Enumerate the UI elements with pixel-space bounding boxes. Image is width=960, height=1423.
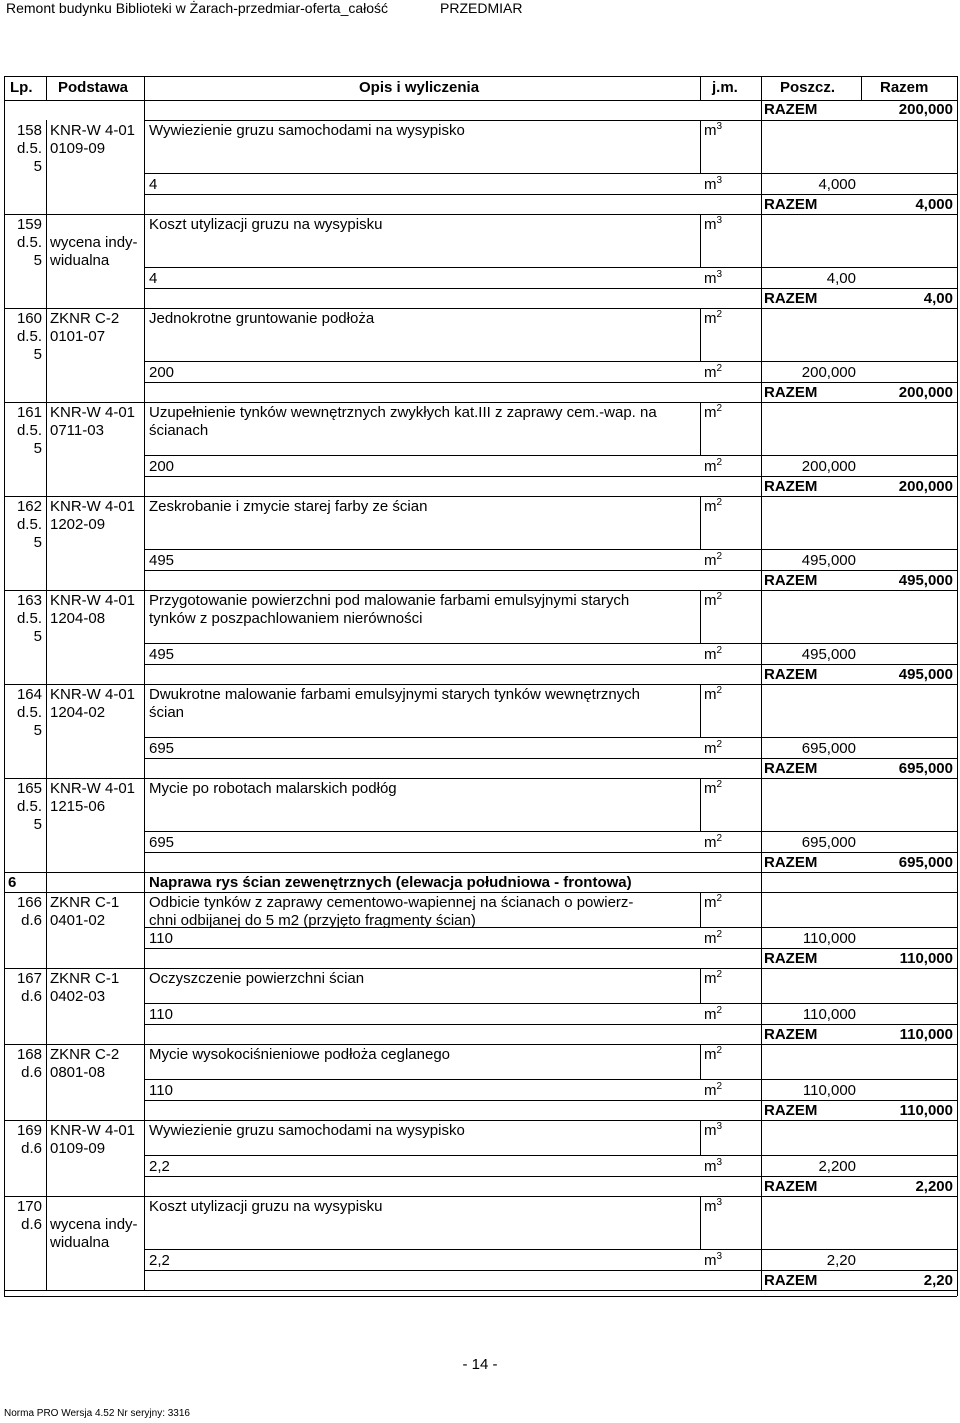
razem-label: RAZEM	[764, 384, 818, 401]
item-unit: $m^3$	[704, 215, 723, 233]
item-basis: 0402-03	[50, 988, 106, 1005]
calc-value: 695	[149, 834, 175, 851]
grid-line	[144, 267, 957, 268]
calc-unit: $m^2$	[704, 645, 723, 663]
grid-line	[761, 1196, 762, 1290]
item-unit: $m^2$	[704, 497, 723, 515]
calc-unit: $m^2$	[704, 551, 723, 569]
item-number: 166	[16, 894, 42, 911]
item-unit: $m^3$	[704, 1197, 723, 1215]
item-number: 160	[16, 310, 42, 327]
grid-line	[761, 778, 762, 872]
item-number: d.5.	[16, 422, 42, 439]
item-number: d.6	[21, 988, 42, 1005]
item-basis: 0711-03	[50, 422, 104, 439]
item-basis: 1202-09	[50, 516, 106, 533]
calc-unit: $m^2$	[704, 1081, 723, 1099]
item-basis: 0109-09	[50, 140, 106, 157]
grid-line	[761, 214, 762, 308]
razem-value: 495,000	[898, 572, 953, 589]
grid-line	[761, 100, 762, 120]
grid-line	[144, 496, 145, 590]
grid-line	[144, 872, 145, 892]
grid-line	[4, 892, 957, 893]
grid-line	[861, 76, 862, 100]
calc-unit: $m^2$	[704, 363, 723, 381]
item-unit: $m^2$	[704, 779, 723, 797]
item-basis: 1215-06	[50, 798, 106, 815]
item-number: 163	[16, 592, 42, 609]
calc-result: 495,000	[801, 552, 856, 569]
grid-line	[144, 76, 145, 100]
software-version: Norma PRO Wersja 4.52 Nr seryjny: 3316	[4, 1408, 190, 1419]
column-header-jm: j.m.	[712, 79, 738, 96]
grid-line	[700, 1120, 701, 1155]
razem-value: 110,000	[899, 950, 953, 967]
item-number: 5	[33, 816, 42, 833]
calc-unit: $m^2$	[704, 833, 723, 851]
item-description: Jednokrotne gruntowanie podłoża	[149, 310, 375, 327]
grid-line	[700, 1196, 701, 1249]
item-number: 162	[16, 498, 42, 515]
table-border-right	[957, 76, 958, 1296]
item-description: Przygotowanie powierzchni pod malowanie farbami emulsyjnymi starych	[149, 592, 630, 609]
calc-value: 110	[149, 930, 173, 947]
grid-line	[144, 570, 957, 571]
grid-line	[144, 1044, 145, 1120]
grid-line	[700, 778, 701, 831]
calc-value: 200	[149, 458, 175, 475]
calc-value: 695	[149, 740, 175, 757]
razem-value: 200,000	[898, 101, 953, 118]
razem-label: RAZEM	[764, 1026, 818, 1043]
grid-line	[46, 308, 47, 402]
calc-result: 4,00	[826, 270, 856, 287]
item-number: d.5.	[16, 798, 42, 815]
calc-value: 2,2	[149, 1252, 170, 1269]
item-unit: $m^2$	[704, 309, 723, 327]
grid-line	[700, 892, 701, 927]
grid-line	[4, 1196, 957, 1197]
grid-line	[144, 778, 145, 872]
grid-line	[144, 1270, 957, 1271]
grid-line	[144, 1024, 957, 1025]
grid-line	[144, 455, 957, 456]
item-number: 159	[16, 216, 42, 233]
grid-line	[761, 496, 762, 590]
calc-result: 110,000	[802, 930, 856, 947]
item-basis: widualna	[50, 252, 110, 269]
grid-line	[700, 590, 701, 643]
grid-line	[4, 308, 957, 309]
item-number: d.5.	[16, 234, 42, 251]
calc-unit: $m^2$	[704, 1005, 723, 1023]
calc-value: 495	[149, 646, 175, 663]
razem-label: RAZEM	[764, 196, 818, 213]
calc-unit: $m^3$	[704, 1157, 723, 1175]
column-header-razem: Razem	[880, 79, 929, 96]
column-header-opis: Opis i wyliczenia	[359, 79, 480, 96]
item-description: Wywiezienie gruzu samochodami na wysypisko	[149, 122, 465, 139]
razem-label: RAZEM	[764, 1102, 818, 1119]
grid-line	[46, 872, 47, 892]
grid-line	[46, 76, 47, 100]
item-number: 5	[33, 628, 42, 645]
item-basis: KNR-W 4-01	[50, 498, 136, 515]
item-basis: wycena indy-	[50, 1216, 138, 1233]
calc-result: 200,000	[801, 364, 856, 381]
item-number: 5	[33, 534, 42, 551]
grid-line	[144, 1155, 957, 1156]
razem-label: RAZEM	[764, 1272, 818, 1289]
grid-line	[144, 1249, 957, 1250]
item-number: d.5.	[16, 140, 42, 157]
razem-label: RAZEM	[764, 760, 818, 777]
grid-line	[144, 927, 957, 928]
grid-line	[144, 684, 145, 778]
item-basis: KNR-W 4-01	[50, 686, 136, 703]
item-description: Uzupełnienie tynków wewnętrznych zwykłych kat.III z zaprawy cem.-wap. na	[149, 404, 657, 421]
grid-line	[700, 76, 701, 100]
razem-label: RAZEM	[764, 854, 818, 871]
item-basis: 0801-08	[50, 1064, 106, 1081]
calc-result: 2,200	[818, 1158, 856, 1175]
razem-value: 495,000	[898, 666, 953, 683]
item-number: d.5.	[16, 704, 42, 721]
item-description: Dwukrotne malowanie farbami emulsyjnymi starych tynków wewnętrznych	[149, 686, 641, 703]
item-basis: 0401-02	[50, 912, 106, 929]
grid-line	[144, 1120, 145, 1196]
grid-line	[700, 120, 701, 173]
item-number: 5	[33, 252, 42, 269]
item-basis: 0101-07	[50, 328, 106, 345]
calc-value: 4	[149, 176, 158, 193]
grid-line	[761, 76, 762, 100]
grid-line	[761, 968, 762, 1044]
grid-line	[144, 361, 957, 362]
item-number: 161	[16, 404, 42, 421]
grid-line	[144, 758, 957, 759]
item-description: Oczyszczenie powierzchni ścian	[149, 970, 365, 987]
item-basis: 0109-09	[50, 1140, 106, 1157]
grid-line	[144, 831, 957, 832]
item-basis: KNR-W 4-01	[50, 780, 136, 797]
grid-line	[144, 382, 957, 383]
grid-line	[46, 120, 47, 214]
calc-value: 4	[149, 270, 158, 287]
grid-line	[700, 968, 701, 1003]
grid-line	[144, 1003, 957, 1004]
item-number: d.6	[21, 1064, 42, 1081]
grid-line	[46, 496, 47, 590]
razem-value: 200,000	[898, 384, 953, 401]
grid-line	[4, 872, 957, 873]
item-number: 164	[16, 686, 42, 703]
item-unit: $m^2$	[704, 685, 723, 703]
grid-line	[700, 1044, 701, 1079]
calc-value: 200	[149, 364, 175, 381]
grid-line	[761, 308, 762, 402]
grid-line	[46, 892, 47, 968]
calc-unit: $m^3$	[704, 269, 723, 287]
item-number: d.6	[21, 912, 42, 929]
item-description: tynków z poszpachlowaniem nierówności	[149, 610, 423, 627]
item-number: 165	[16, 780, 42, 797]
item-number: 168	[16, 1046, 42, 1063]
grid-line	[144, 120, 957, 121]
grid-line	[144, 643, 957, 644]
grid-line	[4, 496, 957, 497]
grid-line	[144, 1079, 957, 1080]
grid-line	[761, 684, 762, 778]
grid-line	[144, 737, 957, 738]
grid-line	[46, 1196, 47, 1290]
grid-line	[761, 872, 762, 892]
grid-line	[46, 1120, 47, 1196]
grid-line	[700, 214, 701, 267]
item-number: d.6	[21, 1140, 42, 1157]
razem-value: 4,000	[915, 196, 953, 213]
item-basis: KNR-W 4-01	[50, 404, 136, 421]
item-description: Koszt utylizacji gruzu na wysypisku	[149, 1198, 383, 1215]
item-basis: 1204-02	[50, 704, 106, 721]
grid-line	[144, 590, 145, 684]
section-number: 6	[8, 874, 17, 891]
calc-value: 110	[149, 1082, 173, 1099]
table-border-left	[4, 76, 5, 1296]
razem-value: 695,000	[898, 760, 953, 777]
razem-label: RAZEM	[764, 290, 818, 307]
calc-value: 2,2	[149, 1158, 170, 1175]
grid-line	[144, 549, 957, 550]
item-description: Mycie wysokociśnieniowe podłoża ceglanego	[149, 1046, 451, 1063]
grid-line	[144, 476, 957, 477]
calc-unit: $m^2$	[704, 457, 723, 475]
item-basis: KNR-W 4-01	[50, 592, 136, 609]
razem-value: 695,000	[898, 854, 953, 871]
item-number: d.6	[21, 1216, 42, 1233]
grid-line	[46, 590, 47, 684]
column-header-poszcz: Poszcz.	[780, 79, 836, 96]
calc-unit: $m^3$	[704, 1251, 723, 1269]
item-number: 5	[33, 722, 42, 739]
item-number: 158	[16, 122, 42, 139]
item-description: Odbicie tynków z zaprawy cementowo-wapiennej na ścianach o powierz-	[149, 894, 634, 911]
przedmiar-table	[4, 76, 958, 1296]
grid-line	[46, 684, 47, 778]
section-title: Naprawa rys ścian zewenętrznych (elewacja południowa - frontowa)	[149, 874, 632, 891]
item-number: d.5.	[16, 328, 42, 345]
page-number: - 14 -	[462, 1356, 498, 1373]
calc-unit: $m^2$	[704, 739, 723, 757]
item-basis: KNR-W 4-01	[50, 122, 136, 139]
grid-line	[4, 590, 957, 591]
calc-unit: $m^2$	[704, 929, 723, 947]
item-description: Mycie po robotach malarskich podłóg	[149, 780, 397, 797]
razem-value: 200,000	[898, 478, 953, 495]
grid-line	[761, 1044, 762, 1120]
grid-line	[46, 778, 47, 872]
grid-line	[4, 684, 957, 685]
razem-label: RAZEM	[764, 478, 818, 495]
razem-label: RAZEM	[764, 101, 818, 118]
grid-line	[761, 120, 762, 214]
grid-line	[46, 1044, 47, 1120]
calc-result: 695,000	[801, 740, 856, 757]
calc-result: 495,000	[801, 646, 856, 663]
grid-line	[144, 948, 957, 949]
item-description: Zeskrobanie i zmycie starej farby ze ścian	[149, 498, 428, 515]
item-number: 5	[33, 158, 42, 175]
razem-value: 2,200	[915, 1178, 953, 1195]
item-unit: $m^3$	[704, 121, 723, 139]
calc-result: 110,000	[802, 1082, 856, 1099]
item-basis: ZKNR C-2	[50, 1046, 120, 1063]
column-header-podstawa: Podstawa	[58, 79, 129, 96]
item-unit: $m^2$	[704, 969, 723, 987]
razem-value: 110,000	[899, 1102, 953, 1119]
grid-line	[4, 402, 957, 403]
grid-line	[4, 1044, 957, 1045]
grid-line	[4, 76, 957, 77]
razem-label: RAZEM	[764, 572, 818, 589]
item-description: ścian	[149, 704, 185, 721]
grid-line	[4, 778, 957, 779]
grid-line	[700, 496, 701, 549]
item-number: d.5.	[16, 516, 42, 533]
grid-line	[4, 1296, 957, 1297]
item-basis: 1204-08	[50, 610, 106, 627]
item-number: 167	[16, 970, 42, 987]
item-unit: $m^2$	[704, 893, 723, 911]
grid-line	[144, 100, 145, 120]
grid-line	[46, 968, 47, 1044]
document-type: PRZEDMIAR	[440, 0, 523, 16]
grid-line	[761, 590, 762, 684]
item-unit: $m^3$	[704, 1121, 723, 1139]
razem-value: 110,000	[899, 1026, 953, 1043]
item-basis: KNR-W 4-01	[50, 1122, 136, 1139]
grid-line	[700, 308, 701, 361]
grid-line	[144, 173, 957, 174]
grid-line	[144, 664, 957, 665]
calc-value: 495	[149, 552, 175, 569]
razem-value: 2,20	[923, 1272, 953, 1289]
razem-label: RAZEM	[764, 666, 818, 683]
grid-line	[144, 1100, 957, 1101]
item-description: chni odbijanej do 5 m2 (przyjęto fragmenty ścian)	[149, 912, 476, 929]
grid-line	[761, 892, 762, 968]
item-number: 170	[16, 1198, 42, 1215]
grid-line	[144, 1196, 145, 1290]
item-description: Wywiezienie gruzu samochodami na wysypisko	[149, 1122, 465, 1139]
grid-line	[700, 684, 701, 737]
grid-line	[4, 1120, 957, 1121]
grid-line	[761, 402, 762, 496]
grid-line	[144, 402, 145, 496]
grid-line	[761, 1120, 762, 1196]
grid-line	[4, 1290, 957, 1291]
razem-label: RAZEM	[764, 950, 818, 967]
grid-line	[144, 120, 145, 214]
item-number: d.5.	[16, 610, 42, 627]
razem-label: RAZEM	[764, 1178, 818, 1195]
item-unit: $m^2$	[704, 1045, 723, 1063]
item-unit: $m^2$	[704, 591, 723, 609]
grid-line	[144, 968, 145, 1044]
grid-line	[144, 214, 145, 308]
item-basis: ZKNR C-2	[50, 310, 120, 327]
grid-line	[4, 968, 957, 969]
grid-line	[144, 308, 145, 402]
calc-result: 695,000	[801, 834, 856, 851]
column-header-lp: Lp.	[10, 79, 33, 96]
item-description: Koszt utylizacji gruzu na wysypisku	[149, 216, 383, 233]
item-unit: $m^2$	[704, 403, 723, 421]
grid-line	[4, 214, 957, 215]
item-basis: ZKNR C-1	[50, 894, 120, 911]
calc-result: 200,000	[801, 458, 856, 475]
grid-line	[144, 852, 957, 853]
item-basis: widualna	[50, 1234, 110, 1251]
item-description: ścianach	[149, 422, 209, 439]
item-number: 5	[33, 440, 42, 457]
grid-line	[46, 402, 47, 496]
calc-result: 4,000	[818, 176, 856, 193]
calc-result: 2,20	[826, 1252, 856, 1269]
grid-line	[144, 892, 145, 968]
grid-line	[46, 214, 47, 308]
item-basis: wycena indy-	[50, 234, 138, 251]
grid-line	[700, 402, 701, 455]
calc-result: 110,000	[802, 1006, 856, 1023]
item-basis: ZKNR C-1	[50, 970, 120, 987]
calc-unit: $m^3$	[704, 175, 723, 193]
grid-line	[144, 288, 957, 289]
item-number: 169	[16, 1122, 42, 1139]
grid-line	[144, 1176, 957, 1177]
calc-value: 110	[149, 1006, 173, 1023]
grid-line	[144, 194, 957, 195]
item-number: 5	[33, 346, 42, 363]
razem-value: 4,00	[923, 290, 953, 307]
document-title: Remont budynku Biblioteki w Żarach-przedmiar-oferta_całość	[6, 0, 389, 16]
